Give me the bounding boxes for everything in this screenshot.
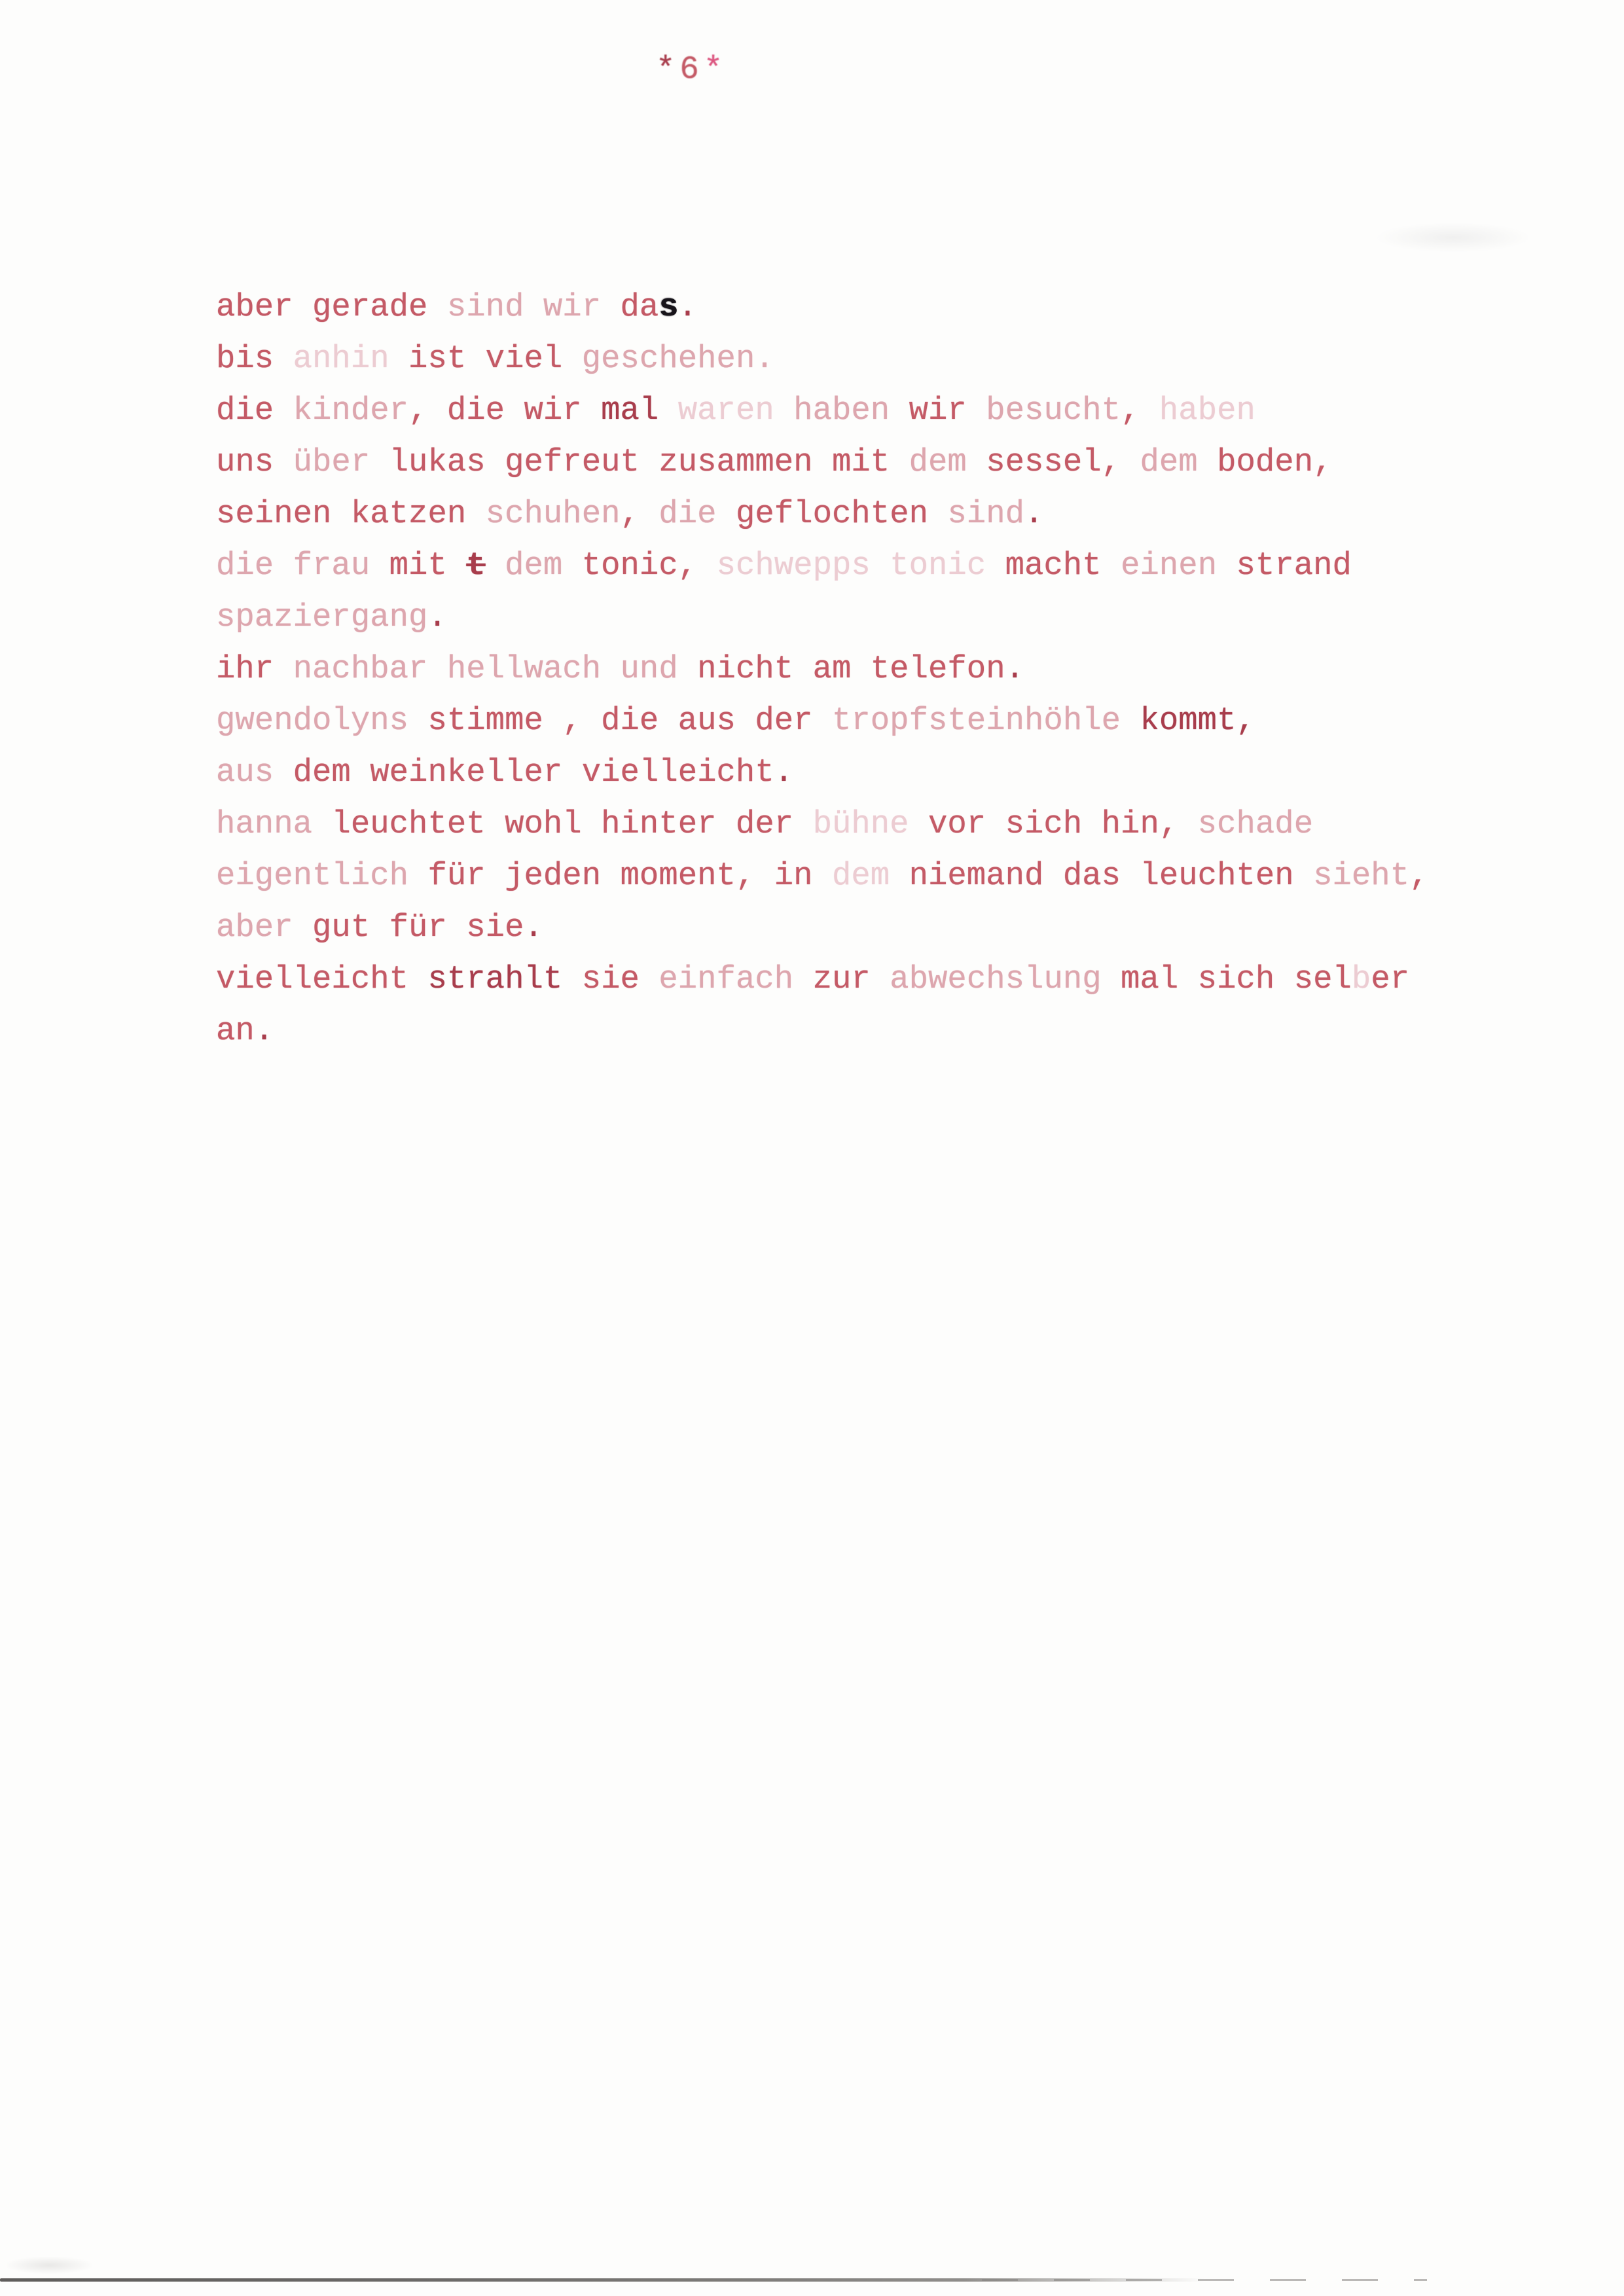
text-segment: nachbar hellwach und	[293, 651, 678, 687]
text-segment: eigentlich	[216, 857, 409, 894]
text-segment: geschehen.	[581, 340, 774, 377]
text-segment	[486, 547, 505, 584]
text-segment: dem	[1140, 444, 1198, 480]
text-line	[216, 592, 1460, 643]
text-segment: .	[254, 1013, 274, 1049]
text-segment: wir	[890, 392, 986, 429]
scan-smudge	[7, 2257, 92, 2274]
text-segment: sie	[562, 961, 659, 997]
text-segment: sind	[947, 495, 1025, 532]
text-segment: ,	[620, 495, 659, 532]
text-line	[216, 695, 1460, 747]
text-segment: b	[1351, 961, 1371, 997]
text-segment: sind wir	[446, 289, 602, 325]
text-segment: die	[216, 392, 293, 429]
text-segment: einen	[1121, 547, 1218, 584]
text-segment	[1121, 702, 1140, 739]
text-segment: .	[1024, 495, 1044, 532]
text-line	[216, 798, 1460, 850]
text-segment: ihr	[216, 651, 293, 687]
text-segment: nicht am telefon	[677, 651, 1005, 687]
text-segment: über	[293, 444, 370, 480]
text-segment: bühne	[812, 806, 909, 842]
text-segment: geflochten	[716, 495, 948, 532]
text-segment	[774, 392, 793, 429]
text-segment: dem	[831, 857, 890, 894]
text-line	[216, 488, 1460, 540]
text-segment: tonic,	[562, 547, 717, 584]
text-line	[216, 747, 1460, 798]
text-segment: dem	[909, 444, 967, 480]
text-segment: mal	[601, 392, 659, 429]
text-segment: die	[659, 495, 717, 532]
scan-edge-dashes	[982, 2279, 1427, 2281]
text-segment: vor sich hin,	[909, 806, 1198, 842]
text-segment: sieht	[1313, 857, 1410, 894]
text-segment: niemand das leuchten	[890, 857, 1314, 894]
text-line	[216, 954, 1460, 1005]
text-segment: leuchtet wohl hinter der	[312, 806, 813, 842]
text-segment: anhin	[293, 340, 389, 377]
text-segment: 6	[679, 51, 704, 88]
page-number	[656, 51, 727, 88]
text-segment: besucht	[986, 392, 1121, 429]
text-segment: kinder	[293, 392, 409, 429]
text-segment: schade	[1197, 806, 1314, 842]
text-segment: an	[216, 1013, 255, 1049]
text-segment: ,	[1409, 857, 1429, 894]
text-segment: seinen katzen	[216, 495, 486, 532]
text-line	[216, 333, 1460, 385]
text-segment: die frau	[216, 547, 370, 584]
text-segment: ist viel	[389, 340, 582, 377]
text-line	[216, 540, 1460, 592]
text-segment: für jeden moment, in	[408, 857, 832, 894]
text-segment: er	[1371, 961, 1410, 997]
text-segment: , die wir	[408, 392, 602, 429]
text-segment: hanna	[216, 806, 313, 842]
text-segment: .	[1005, 651, 1025, 687]
text-segment: mit	[370, 547, 467, 584]
text-segment: strahlt	[427, 961, 563, 997]
text-segment: da	[601, 289, 659, 325]
text-line	[216, 850, 1460, 902]
text-segment: kommt,	[1140, 702, 1255, 739]
text-segment: bis	[216, 340, 293, 377]
text-segment: lukas gefreut zusammen mit	[370, 444, 909, 480]
text-segment: vielleicht	[216, 961, 428, 997]
text-line	[216, 1005, 1460, 1057]
text-line	[216, 281, 1460, 333]
text-segment: waren	[677, 392, 774, 429]
text-segment: uns	[216, 444, 293, 480]
text-segment: schuhen	[485, 495, 621, 532]
text-segment: strand	[1217, 547, 1352, 584]
text-segment: boden,	[1197, 444, 1333, 480]
text-line	[216, 385, 1460, 437]
text-segment: ,	[1121, 392, 1159, 429]
text-segment: aber	[216, 909, 293, 946]
text-segment: dem weinkeller vielleicht	[274, 754, 774, 791]
text-segment: *	[703, 51, 728, 88]
scan-smudge	[1375, 223, 1532, 253]
text-segment: *	[656, 51, 680, 88]
text-segment: .	[427, 599, 447, 636]
text-segment: dem	[505, 547, 563, 584]
text-segment: haben	[793, 392, 890, 429]
text-segment: sessel,	[966, 444, 1140, 480]
text-segment: mal sich sel	[1101, 961, 1352, 997]
text-segment: haben	[1159, 392, 1255, 429]
text-segment: spaziergang	[216, 599, 428, 636]
text-segment: zur	[793, 961, 890, 997]
text-segment: abwechslung	[890, 961, 1102, 997]
text-segment: gwendolyns	[216, 702, 409, 739]
text-segment: einfach	[659, 961, 794, 997]
text-segment: .	[524, 909, 543, 946]
text-segment: s	[659, 289, 678, 325]
text-line	[216, 437, 1460, 488]
text-segment: schwepps tonic	[716, 547, 986, 584]
text-segment: macht	[986, 547, 1121, 584]
text-segment	[659, 392, 677, 429]
text-segment: aus	[216, 754, 274, 791]
text-segment: aber gerade	[216, 289, 447, 325]
text-segment: t	[466, 547, 486, 584]
text-segment: .	[774, 754, 794, 791]
text-segment: stimme , die aus der	[408, 702, 832, 739]
typewritten-paragraph	[216, 281, 1460, 1057]
text-segment: gut für sie	[293, 909, 524, 946]
text-segment: .	[677, 289, 698, 325]
text-line	[216, 643, 1460, 695]
text-line	[216, 902, 1460, 954]
text-segment: tropfsteinhöhle	[831, 702, 1121, 739]
